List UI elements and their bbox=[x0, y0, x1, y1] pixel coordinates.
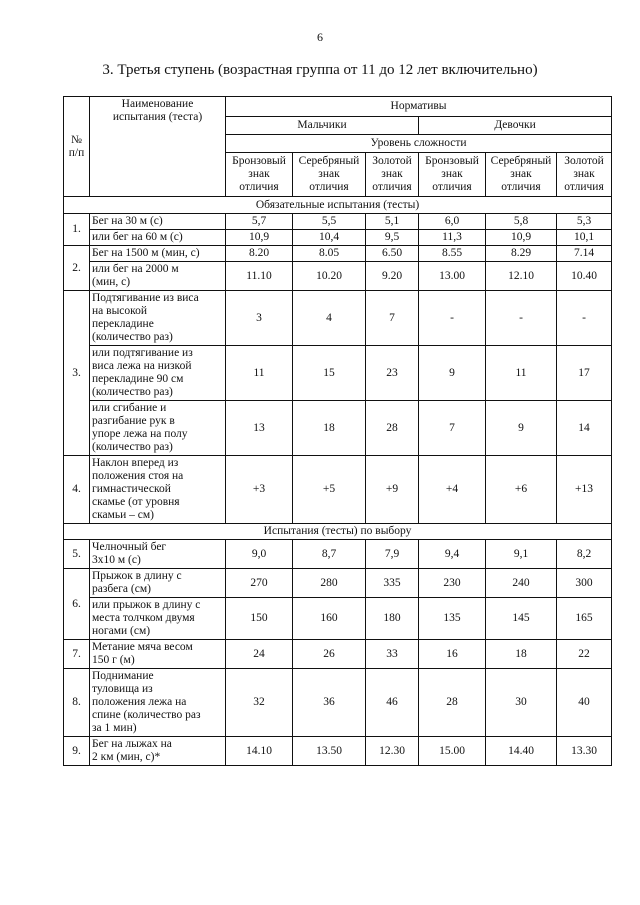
header-girls-silver: Серебряный знак отличия bbox=[486, 153, 557, 197]
test-name: Прыжок в длину с разбега (см) bbox=[90, 569, 226, 598]
value-cell: +3 bbox=[226, 456, 293, 524]
value-cell: 5,5 bbox=[293, 214, 366, 230]
table-row bbox=[64, 230, 612, 246]
value-cell: 9,4 bbox=[419, 540, 486, 569]
value-cell: 11 bbox=[226, 346, 293, 401]
value-cell: 13 bbox=[226, 401, 293, 456]
value-cell: 30 bbox=[486, 669, 557, 737]
value-cell: 270 bbox=[226, 569, 293, 598]
header-girls: Девочки bbox=[419, 117, 612, 135]
value-cell: 135 bbox=[419, 598, 486, 640]
header-boys-gold: Золотой знак отличия bbox=[366, 153, 419, 197]
value-cell: 46 bbox=[366, 669, 419, 737]
test-name: Бег на 30 м (с) bbox=[90, 214, 226, 230]
value-cell: 13.00 bbox=[419, 262, 486, 291]
header-girls-bronze: Бронзовый знак отличия bbox=[419, 153, 486, 197]
header-name: Наименование испытания (теста) bbox=[90, 97, 226, 197]
value-cell: 16 bbox=[419, 640, 486, 669]
table-row bbox=[64, 262, 612, 291]
value-cell: - bbox=[419, 291, 486, 346]
value-cell: 5,3 bbox=[557, 214, 612, 230]
value-cell: 8,7 bbox=[293, 540, 366, 569]
value-cell: 10,9 bbox=[486, 230, 557, 246]
value-cell: 160 bbox=[293, 598, 366, 640]
table-row bbox=[64, 669, 612, 737]
value-cell: 7,9 bbox=[366, 540, 419, 569]
page-title: 3. Третья ступень (возрастная группа от 11 до 12 лет включительно) bbox=[102, 62, 538, 78]
value-cell: 335 bbox=[366, 569, 419, 598]
table-row bbox=[64, 640, 612, 669]
value-cell: 9,0 bbox=[226, 540, 293, 569]
value-cell: 8.05 bbox=[293, 246, 366, 262]
value-cell: 10,4 bbox=[293, 230, 366, 246]
value-cell: 28 bbox=[419, 669, 486, 737]
value-cell: 9,1 bbox=[486, 540, 557, 569]
value-cell: 9 bbox=[419, 346, 486, 401]
value-cell: 15.00 bbox=[419, 737, 486, 766]
value-cell: 26 bbox=[293, 640, 366, 669]
test-name: Наклон вперед из положения стоя на гимнастической скамье (от уровня скамьи – см) bbox=[90, 456, 226, 524]
value-cell: +4 bbox=[419, 456, 486, 524]
value-cell: 14.40 bbox=[486, 737, 557, 766]
table-row bbox=[64, 214, 612, 230]
test-name: Подтягивание из виса на высокой перекладине (количество раз) bbox=[90, 291, 226, 346]
value-cell: 230 bbox=[419, 569, 486, 598]
header-boys-silver: Серебряный знак отличия bbox=[293, 153, 366, 197]
value-cell: 5,8 bbox=[486, 214, 557, 230]
value-cell: 40 bbox=[557, 669, 612, 737]
table-row bbox=[64, 540, 612, 569]
value-cell: 33 bbox=[366, 640, 419, 669]
value-cell: 6,0 bbox=[419, 214, 486, 230]
value-cell: 7 bbox=[419, 401, 486, 456]
row-number: 7. bbox=[64, 640, 90, 669]
header-num: № п/п bbox=[64, 97, 90, 197]
value-cell: 8.29 bbox=[486, 246, 557, 262]
value-cell: - bbox=[557, 291, 612, 346]
row-number: 5. bbox=[64, 540, 90, 569]
test-name: Бег на 1500 м (мин, с) bbox=[90, 246, 226, 262]
value-cell: 10.20 bbox=[293, 262, 366, 291]
table-row bbox=[64, 737, 612, 766]
table-row bbox=[64, 346, 612, 401]
value-cell: 5,1 bbox=[366, 214, 419, 230]
row-number: 8. bbox=[64, 669, 90, 737]
value-cell: 10,1 bbox=[557, 230, 612, 246]
value-cell: 11.10 bbox=[226, 262, 293, 291]
value-cell: 6.50 bbox=[366, 246, 419, 262]
table-row bbox=[64, 246, 612, 262]
value-cell: 13.30 bbox=[557, 737, 612, 766]
test-name: или бег на 2000 м (мин, с) bbox=[90, 262, 226, 291]
value-cell: 8,2 bbox=[557, 540, 612, 569]
table-row bbox=[64, 401, 612, 456]
value-cell: 17 bbox=[557, 346, 612, 401]
page-number: 6 bbox=[317, 30, 323, 44]
value-cell: 5,7 bbox=[226, 214, 293, 230]
section-optional: Испытания (тесты) по выбору bbox=[64, 524, 612, 540]
row-number: 6. bbox=[64, 569, 90, 640]
value-cell: 13.50 bbox=[293, 737, 366, 766]
value-cell: 18 bbox=[293, 401, 366, 456]
value-cell: 145 bbox=[486, 598, 557, 640]
test-name: Метание мяча весом 150 г (м) bbox=[90, 640, 226, 669]
header-girls-gold: Золотой знак отличия bbox=[557, 153, 612, 197]
value-cell: 11,3 bbox=[419, 230, 486, 246]
test-name: Челночный бег 3х10 м (с) bbox=[90, 540, 226, 569]
table-row bbox=[64, 291, 612, 346]
value-cell: 18 bbox=[486, 640, 557, 669]
value-cell: 10.40 bbox=[557, 262, 612, 291]
row-number: 1. bbox=[64, 214, 90, 246]
test-name: или бег на 60 м (с) bbox=[90, 230, 226, 246]
value-cell: 7.14 bbox=[557, 246, 612, 262]
value-cell: 23 bbox=[366, 346, 419, 401]
table-row bbox=[64, 598, 612, 640]
value-cell: 11 bbox=[486, 346, 557, 401]
value-cell: 36 bbox=[293, 669, 366, 737]
value-cell: +6 bbox=[486, 456, 557, 524]
value-cell: 4 bbox=[293, 291, 366, 346]
value-cell: 14.10 bbox=[226, 737, 293, 766]
test-name: или подтягивание из виса лежа на низкой перекладине 90 см (количество раз) bbox=[90, 346, 226, 401]
value-cell: +13 bbox=[557, 456, 612, 524]
value-cell: 24 bbox=[226, 640, 293, 669]
value-cell: 8.20 bbox=[226, 246, 293, 262]
section-required: Обязательные испытания (тесты) bbox=[64, 197, 612, 214]
row-number: 2. bbox=[64, 246, 90, 291]
value-cell: 7 bbox=[366, 291, 419, 346]
value-cell: 12.10 bbox=[486, 262, 557, 291]
table-row bbox=[64, 569, 612, 598]
table-row bbox=[64, 456, 612, 524]
row-number: 3. bbox=[64, 291, 90, 456]
test-name: Бег на лыжах на 2 км (мин, с)* bbox=[90, 737, 226, 766]
norms-table bbox=[63, 96, 612, 766]
value-cell: 22 bbox=[557, 640, 612, 669]
test-name: Поднимание туловища из положения лежа на спине (количество раз за 1 мин) bbox=[90, 669, 226, 737]
value-cell: +9 bbox=[366, 456, 419, 524]
value-cell: 12.30 bbox=[366, 737, 419, 766]
header-level: Уровень сложности bbox=[226, 135, 612, 153]
test-name: или сгибание и разгибание рук в упоре лежа на полу (количество раз) bbox=[90, 401, 226, 456]
value-cell: 9 bbox=[486, 401, 557, 456]
value-cell: 165 bbox=[557, 598, 612, 640]
value-cell: 9.20 bbox=[366, 262, 419, 291]
value-cell: 180 bbox=[366, 598, 419, 640]
test-name: или прыжок в длину с места толчком двумя ногами (см) bbox=[90, 598, 226, 640]
value-cell: 150 bbox=[226, 598, 293, 640]
value-cell: 3 bbox=[226, 291, 293, 346]
value-cell: 300 bbox=[557, 569, 612, 598]
value-cell: 240 bbox=[486, 569, 557, 598]
value-cell: 15 bbox=[293, 346, 366, 401]
header-norms: Нормативы bbox=[226, 97, 612, 117]
value-cell: 280 bbox=[293, 569, 366, 598]
header-boys-bronze: Бронзовый знак отличия bbox=[226, 153, 293, 197]
value-cell: 28 bbox=[366, 401, 419, 456]
row-number: 4. bbox=[64, 456, 90, 524]
value-cell: 32 bbox=[226, 669, 293, 737]
value-cell: +5 bbox=[293, 456, 366, 524]
value-cell: 9,5 bbox=[366, 230, 419, 246]
value-cell: 10,9 bbox=[226, 230, 293, 246]
value-cell: 8.55 bbox=[419, 246, 486, 262]
value-cell: 14 bbox=[557, 401, 612, 456]
row-number: 9. bbox=[64, 737, 90, 766]
value-cell: - bbox=[486, 291, 557, 346]
header-boys: Мальчики bbox=[226, 117, 419, 135]
